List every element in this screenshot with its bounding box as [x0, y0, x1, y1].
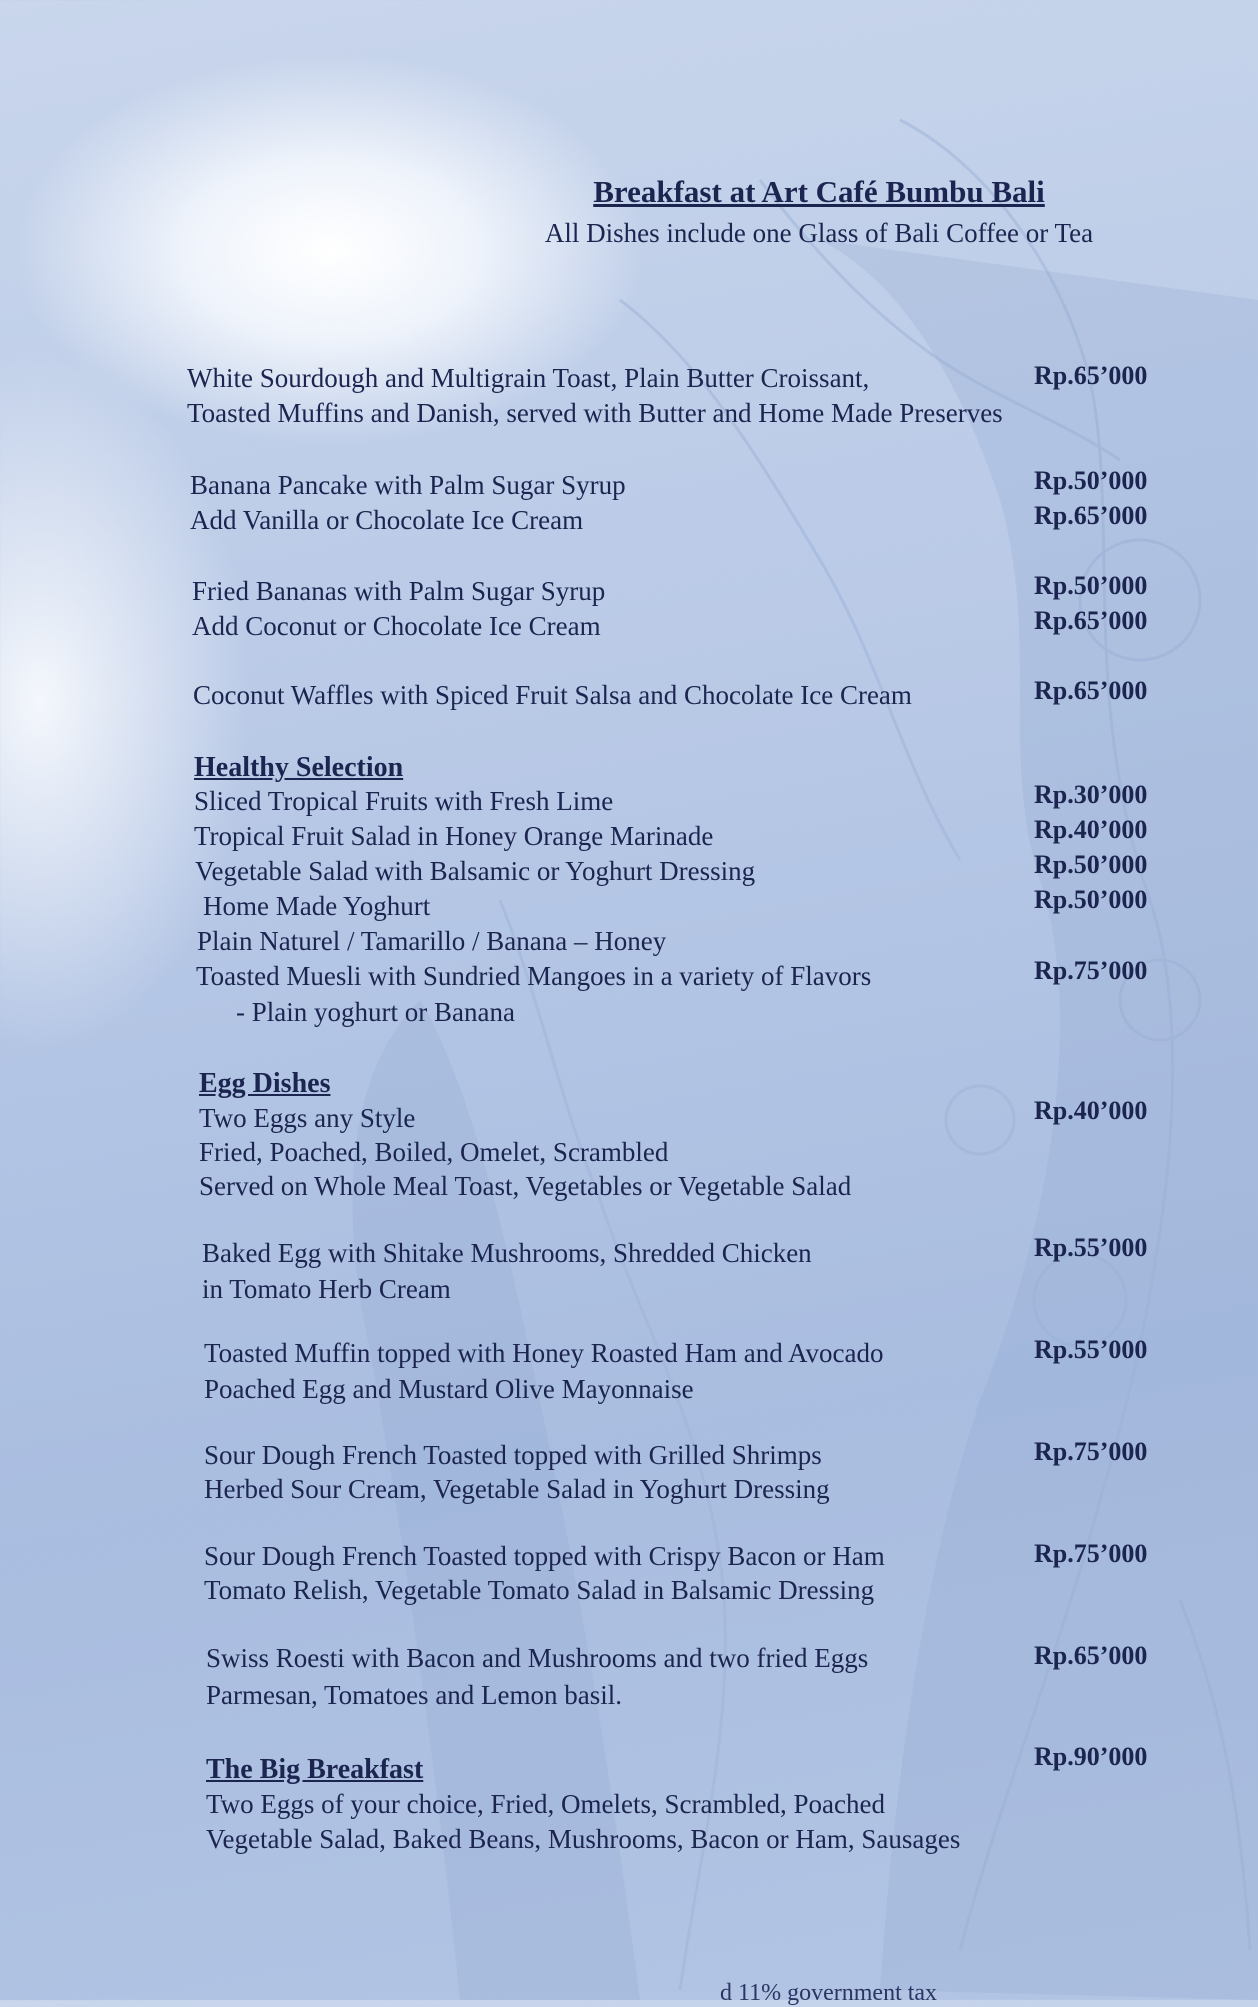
eggs-item-1-line-3: Served on Whole Meal Toast, Vegetables or Vegetable Salad — [199, 1171, 852, 1201]
eggs-item-1-line-1: Two Eggs any Style — [199, 1103, 416, 1133]
item-fried-bananas-icecream-price: Rp.65’000 — [1034, 606, 1148, 635]
item-fried-bananas-line-2: Add Coconut or Chocolate Ice Cream — [192, 611, 601, 641]
item-waffles-price: Rp.65’000 — [1034, 676, 1148, 705]
eggs-item-2-price: Rp.55’000 — [1034, 1233, 1148, 1262]
big-breakfast-line-2: Vegetable Salad, Baked Beans, Mushrooms, Bacon or Ham, Sausages — [206, 1824, 961, 1854]
item-toast-line-1: White Sourdough and Multigrain Toast, Plain Butter Croissant, — [187, 363, 870, 393]
healthy-line-2: Tropical Fruit Salad in Honey Orange Marinade — [194, 821, 714, 851]
item-fried-bananas-price: Rp.50’000 — [1034, 571, 1148, 600]
eggs-item-1-line-2: Fried, Poached, Boiled, Omelet, Scrambled — [199, 1137, 669, 1167]
item-toast-price: Rp.65’000 — [1034, 361, 1148, 390]
healthy-price-4: Rp.50’000 — [1034, 885, 1148, 914]
item-waffles-line-1: Coconut Waffles with Spiced Fruit Salsa and Chocolate Ice Cream — [193, 680, 912, 710]
item-pancake-icecream-price: Rp.65’000 — [1034, 501, 1148, 530]
healthy-line-7: - Plain yoghurt or Banana — [236, 997, 515, 1027]
tax-note: d 11% government tax — [720, 1980, 938, 2006]
eggs-item-6-line-2: Parmesan, Tomatoes and Lemon basil. — [206, 1680, 623, 1710]
eggs-item-2-line-1: Baked Egg with Shitake Mushrooms, Shredded Chicken — [202, 1238, 812, 1268]
eggs-item-6-price: Rp.65’000 — [1034, 1641, 1148, 1670]
big-breakfast-line-1: Two Eggs of your choice, Fried, Omelets, Scrambled, Poached — [206, 1789, 885, 1819]
item-pancake-price: Rp.50’000 — [1034, 466, 1148, 495]
healthy-price-3: Rp.50’000 — [1034, 850, 1148, 879]
eggs-item-1-price: Rp.40’000 — [1034, 1096, 1148, 1125]
item-pancake-line-1: Banana Pancake with Palm Sugar Syrup — [190, 470, 626, 500]
healthy-price-5: Rp.75’000 — [1034, 956, 1148, 985]
eggs-item-5-line-2: Tomato Relish, Vegetable Tomato Salad in Balsamic Dressing — [204, 1575, 875, 1605]
healthy-line-3: Vegetable Salad with Balsamic or Yoghurt Dressing — [195, 856, 756, 886]
section-heading-big-breakfast: The Big Breakfast — [206, 1754, 424, 1785]
healthy-line-1: Sliced Tropical Fruits with Fresh Lime — [194, 786, 614, 816]
menu-subtitle: All Dishes include one Glass of Bali Coffee or Tea — [544, 218, 1094, 248]
healthy-line-5: Plain Naturel / Tamarillo / Banana – Honey — [197, 926, 667, 956]
eggs-item-3-price: Rp.55’000 — [1034, 1335, 1148, 1364]
section-heading-eggs: Egg Dishes — [199, 1068, 331, 1099]
eggs-item-3-line-2: Poached Egg and Mustard Olive Mayonnaise — [204, 1374, 694, 1404]
healthy-line-6: Toasted Muesli with Sundried Mangoes in a variety of Flavors — [196, 961, 872, 991]
eggs-item-5-line-1: Sour Dough French Toasted topped with Crispy Bacon or Ham — [204, 1541, 885, 1571]
eggs-item-6-line-1: Swiss Roesti with Bacon and Mushrooms and two fried Eggs — [206, 1643, 869, 1673]
healthy-price-1: Rp.30’000 — [1034, 780, 1148, 809]
eggs-item-2-line-2: in Tomato Herb Cream — [202, 1274, 451, 1304]
section-heading-healthy: Healthy Selection — [194, 752, 404, 783]
eggs-item-4-line-1: Sour Dough French Toasted topped with Grilled Shrimps — [204, 1440, 822, 1470]
healthy-line-4: Home Made Yoghurt — [203, 891, 431, 921]
item-toast-line-2: Toasted Muffins and Danish, served with Butter and Home Made Preserves — [187, 398, 1003, 428]
eggs-item-4-price: Rp.75’000 — [1034, 1437, 1148, 1466]
eggs-item-3-line-1: Toasted Muffin topped with Honey Roasted Ham and Avocado — [204, 1338, 884, 1368]
item-fried-bananas-line-1: Fried Bananas with Palm Sugar Syrup — [192, 576, 606, 606]
item-pancake-line-2: Add Vanilla or Chocolate Ice Cream — [190, 505, 584, 535]
eggs-item-4-line-2: Herbed Sour Cream, Vegetable Salad in Yoghurt Dressing — [204, 1474, 830, 1504]
menu-title: Breakfast at Art Café Bumbu Bali — [593, 174, 1045, 209]
big-breakfast-price: Rp.90’000 — [1034, 1742, 1148, 1771]
eggs-item-5-price: Rp.75’000 — [1034, 1539, 1148, 1568]
healthy-price-2: Rp.40’000 — [1034, 815, 1148, 844]
